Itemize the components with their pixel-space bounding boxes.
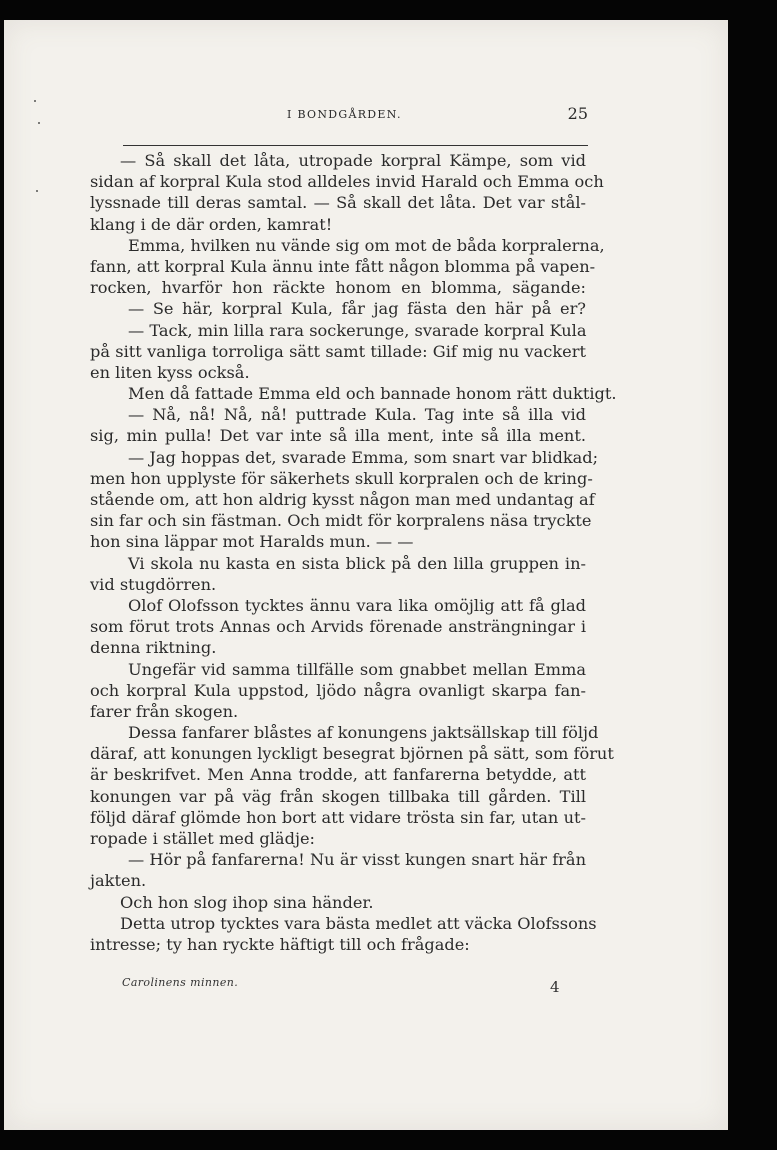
- text-line: lyssnade till deras samtal. — Så skall det låta. Det var stål-: [90, 193, 586, 213]
- text-line: sin far och sin fästman. Och midt för korpralens näsa tryckte: [90, 511, 592, 531]
- page-number: 25: [567, 104, 588, 123]
- text-line: däraf, att konungen lyckligt besegrat björnen på sätt, som förut: [90, 744, 614, 764]
- text-line: och korpral Kula uppstod, ljödo några ovanligt skarpa fan-: [90, 680, 586, 700]
- text-line: hon sina läppar mot Haralds mun. — —: [90, 532, 414, 552]
- page-header: [110, 104, 588, 126]
- text-line: klang i de där orden, kamrat!: [90, 214, 333, 234]
- text-line: Detta utrop tycktes vara bästa medlet att väcka Olofssons: [120, 913, 597, 933]
- text-line: som förut trots Annas och Arvids förenade ansträngningar i: [90, 617, 586, 637]
- text-line: men hon upplyste för säkerhets skull korpralen och de kring-: [90, 468, 593, 488]
- page-specks: [34, 100, 42, 220]
- speck: [36, 190, 38, 192]
- text-line: farer från skogen.: [90, 701, 239, 721]
- text-line: — Nå, nå! Nå, nå! puttrade Kula. Tag inte så illa vid: [128, 405, 586, 425]
- speck: [34, 100, 36, 102]
- signature-number: 4: [550, 978, 560, 996]
- text-line: Dessa fanfarer blåstes af konungens jaktsällskap till följd: [128, 723, 599, 743]
- text-line: ropade i stället med glädje:: [90, 829, 315, 848]
- text-line: följd däraf glömde hon bort att vidare trösta sin far, utan ut-: [90, 807, 586, 827]
- text-line: — Hör på fanfarerna! Nu är visst kungen snart här från: [128, 850, 586, 870]
- text-line: Vi skola nu kasta en sista blick på den lilla gruppen in-: [128, 553, 586, 573]
- text-line: fann, att korpral Kula ännu inte fått någon blomma på vapen-: [90, 256, 596, 276]
- text-line: en liten kyss också.: [90, 362, 250, 382]
- text-line: — Så skall det låta, utropade korpral Kämpe, som vid: [120, 151, 586, 170]
- text-line: Emma, hvilken nu vände sig om mot de båda korpralerna,: [128, 235, 605, 255]
- text-line: vid stugdörren.: [90, 574, 217, 594]
- signature-mark: Carolinens minnen.: [122, 976, 239, 989]
- text-line: konungen var på väg från skogen tillbaka till gården. Till: [90, 786, 586, 806]
- body-text: [90, 150, 617, 955]
- text-line: på sitt vanliga torroliga sätt samt tillade: Gif mig nu vackert: [90, 341, 586, 361]
- text-line: Men då fattade Emma eld och bannade honom rätt duktigt.: [128, 384, 617, 404]
- text-line: — Se här, korpral Kula, får jag fästa den här på er?: [128, 299, 586, 319]
- text-line: denna riktning.: [90, 638, 217, 658]
- text-line: sig, min pulla! Det var inte så illa ment, inte så illa ment.: [90, 426, 586, 446]
- text-line: — Jag hoppas det, svarade Emma, som snart var blidkad;: [128, 447, 599, 467]
- text-line: intresse; ty han ryckte häftigt till och frågade:: [90, 934, 470, 954]
- text-line: Olof Olofsson tycktes ännu vara lika omöjlig att få glad: [128, 595, 586, 615]
- text-line: stående om, att hon aldrig kysst någon man med undantag af: [90, 490, 595, 509]
- speck: [38, 122, 40, 124]
- text-line: sidan af korpral Kula stod alldeles invid Harald och Emma och: [90, 172, 604, 192]
- text-line: Och hon slog ihop sina händer.: [120, 892, 374, 912]
- text-line: är beskrifvet. Men Anna trodde, att fanfarerna betydde, att: [90, 765, 586, 785]
- text-line: Ungefär vid samma tillfälle som gnabbet mellan Emma: [128, 659, 586, 679]
- text-line: — Tack, min lilla rara sockerunge, svarade korpral Kula: [128, 320, 587, 340]
- running-head: I BONDGÅRDEN.: [287, 108, 402, 121]
- text-line: rocken, hvarför hon räckte honom en blomma, sägande:: [90, 278, 586, 298]
- header-rule: [123, 145, 588, 146]
- text-line: jakten.: [90, 871, 147, 891]
